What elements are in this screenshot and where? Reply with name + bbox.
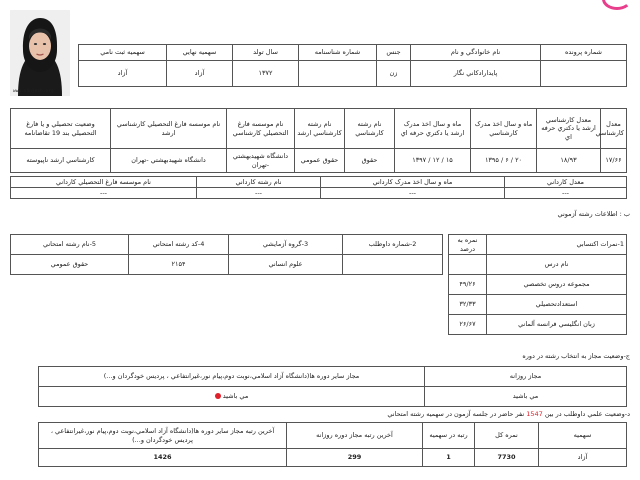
scores-header-label: 1-نمرات اکتسابي (487, 235, 627, 255)
value-candidate-number (343, 255, 443, 275)
header-registered-quota: سهميه ثبت نامي (79, 45, 167, 61)
value-associate-date: --- (321, 188, 505, 199)
value-exam-field-name: حقوق عمومي (11, 255, 129, 275)
header-candidate-number: 2-شماره داوطلب (343, 235, 443, 255)
value-associate-field: --- (197, 188, 321, 199)
header-final-quota: سهميه نهايي (167, 45, 233, 61)
header-associate-gpa: معدل کارداني (505, 177, 627, 188)
eligibility-value-row (39, 387, 627, 407)
header-master-date: ماه و سال اخذ مدرک ارشد يا دکتري حرفه اي (395, 109, 471, 149)
profile-header-row (79, 45, 627, 61)
section-d-title-tail: رشته امتحاني (387, 410, 425, 418)
scores-header-note: نمره به درصد (449, 235, 487, 255)
score-value-aptitude: ۳۲/۳۳ (449, 295, 487, 315)
header-id-number: شماره شناسنامه (299, 45, 377, 61)
education-header-row (11, 109, 627, 149)
value-quota: آزاد (539, 449, 627, 467)
profile-table (78, 44, 627, 87)
header-last-daily-rank: آخرين رتبه مجاز دوره روزانه (287, 423, 423, 449)
score-label-course: نام درس (487, 255, 627, 275)
section-d-title-prefix: د-وضعيت علمي داوطلب در بين (544, 410, 630, 418)
value-master-gpa: ۱۸/۹۳ (537, 149, 601, 173)
associate-table (10, 176, 627, 199)
value-associate-gpa: --- (505, 188, 627, 199)
score-row (449, 255, 627, 275)
score-value-course (449, 255, 487, 275)
section-d-title (10, 410, 630, 418)
value-bachelor-date: ۲۰ / ۶ / ۱۳۹۵ (471, 149, 537, 173)
value-total-score: 7730 (475, 449, 539, 467)
photo-caption: www.sanjesh.org (13, 89, 54, 94)
header-master-gpa: معدل کارشناسي ارشد يا دکتري حرفه اي (537, 109, 601, 149)
score-row (449, 295, 627, 315)
exam-info-table (10, 234, 443, 275)
section-c-title: ج-وضعيت مجاز به انتخاب رشته در دوره (522, 352, 630, 360)
education-table (10, 108, 627, 173)
header-associate-field: نام رشته کارداني (197, 177, 321, 188)
value-bachelor-institute: دانشگاه شهيدبهشتي -تهران (227, 149, 295, 173)
header-master-institute: نام موسسه فارغ التحصيلي کارشناسي ارشد (111, 109, 227, 149)
ranking-table (38, 422, 627, 467)
value-exam-field-code: ۲۱۵۴ (129, 255, 229, 275)
score-row (449, 315, 627, 335)
scores-table (448, 234, 627, 335)
associate-header-row (11, 177, 627, 188)
eligibility-daily-value: مي باشيد (425, 387, 627, 407)
education-value-row (11, 149, 627, 173)
eligibility-other-label: مجاز ساير دوره ها(دانشگاه آزاد اسلامي،نوبت دوم،پيام نور،غيرانتفاعي ، پرديس خودگردان و...) (39, 367, 425, 387)
eligibility-header-row (39, 367, 627, 387)
value-education-status: کارشناسي ارشد ناپيوسته (11, 149, 111, 173)
score-label-language: زبان انگليسي فرانسه آلماني (487, 315, 627, 335)
header-last-other-rank: آخرين رتبه مجاز ساير دوره ها(دانشگاه آزاد اسلامي،نوبت دوم،پيام نور،غيرانتفاعي ، پرديس خودگردان و...) (39, 423, 287, 449)
score-label-aptitude: استعدادتحصيلي (487, 295, 627, 315)
value-last-daily-rank: 299 (287, 449, 423, 467)
ranking-value-row (39, 449, 627, 467)
red-circle-icon (215, 393, 221, 399)
associate-value-row (11, 188, 627, 199)
value-registered-quota: آزاد (79, 61, 167, 87)
eligibility-table (38, 366, 627, 407)
section-b-title: ب : اطلاعات رشته آزموني (557, 210, 630, 218)
value-birth-year: ۱۳۷۲ (233, 61, 299, 87)
header-exam-field-code: 4-کد رشته امتحاني (129, 235, 229, 255)
scores-header-row (449, 235, 627, 255)
eligibility-other-value-text: مي باشيد (222, 392, 249, 401)
score-label-specialized: مجموعه دروس تخصصي (487, 275, 627, 295)
score-value-specialized: ۴۹/۲۶ (449, 275, 487, 295)
section-d-title-number: 1547 (526, 410, 543, 418)
section-d-title-suffix: نفر حاضر در جلسه آزمون در سهميه (426, 410, 525, 418)
value-master-institute: دانشگاه شهيدبهشتي -تهران (111, 149, 227, 173)
exam-value-row (11, 255, 443, 275)
ranking-header-row (39, 423, 627, 449)
decorative-arc (602, 0, 632, 10)
header-bachelor-institute: نام موسسه فارغ التحصيلي کارشناسي (227, 109, 295, 149)
header-gender: جنس (377, 45, 411, 61)
header-full-name: نام خانوادگي و نام (411, 45, 541, 61)
header-education-status: وضعيت تحصيلي و يا فارغ التحصيلي بند 19 تقاضانامه (11, 109, 111, 149)
header-birth-year: سال تولد (233, 45, 299, 61)
value-final-quota: آزاد (167, 61, 233, 87)
exam-header-row (11, 235, 443, 255)
header-rank-in-quota: رتبه در سهميه (423, 423, 475, 449)
header-exam-field-name: 5-نام رشته امتحاني (11, 235, 129, 255)
header-associate-date: ماه و سال اخذ مدرک کارداني (321, 177, 505, 188)
header-bachelor-field: نام رشته کارشناسي (345, 109, 395, 149)
header-bachelor-date: ماه و سال اخذ مدرک کارشناسي (471, 109, 537, 149)
value-bachelor-field: حقوق (345, 149, 395, 173)
profile-value-row (79, 61, 627, 87)
value-master-field: حقوق عمومي (295, 149, 345, 173)
header-file-number: شماره پرونده (541, 45, 627, 61)
value-exam-group: علوم انساني (229, 255, 343, 275)
value-bachelor-gpa: ۱۷/۶۶ (601, 149, 627, 173)
value-file-number (541, 61, 627, 87)
value-full-name: پايدارادکاني نگار (411, 61, 541, 87)
header-total-score: نمره کل (475, 423, 539, 449)
candidate-portrait-image (10, 10, 70, 96)
value-master-date: ۱۵ / ۱۲ / ۱۳۹۷ (395, 149, 471, 173)
value-rank-in-quota: 1 (423, 449, 475, 467)
header-bachelor-gpa: معدل کارشناسي (601, 109, 627, 149)
header-exam-group: 3-گروه آزمايشي (229, 235, 343, 255)
value-gender: زن (377, 61, 411, 87)
eligibility-daily-label: مجاز روزانه (425, 367, 627, 387)
value-id-number (299, 61, 377, 87)
header-master-field: نام رشته کارشناسي ارشد (295, 109, 345, 149)
value-associate-institute: --- (11, 188, 197, 199)
value-last-other-rank: 1426 (39, 449, 287, 467)
candidate-photo (10, 10, 70, 96)
header-quota: سهميه (539, 423, 627, 449)
score-value-language: ۲۶/۶۷ (449, 315, 487, 335)
header-associate-institute: نام موسسه فارغ التحصيلي کارداني (11, 177, 197, 188)
eligibility-other-value (39, 387, 425, 407)
score-row (449, 275, 627, 295)
